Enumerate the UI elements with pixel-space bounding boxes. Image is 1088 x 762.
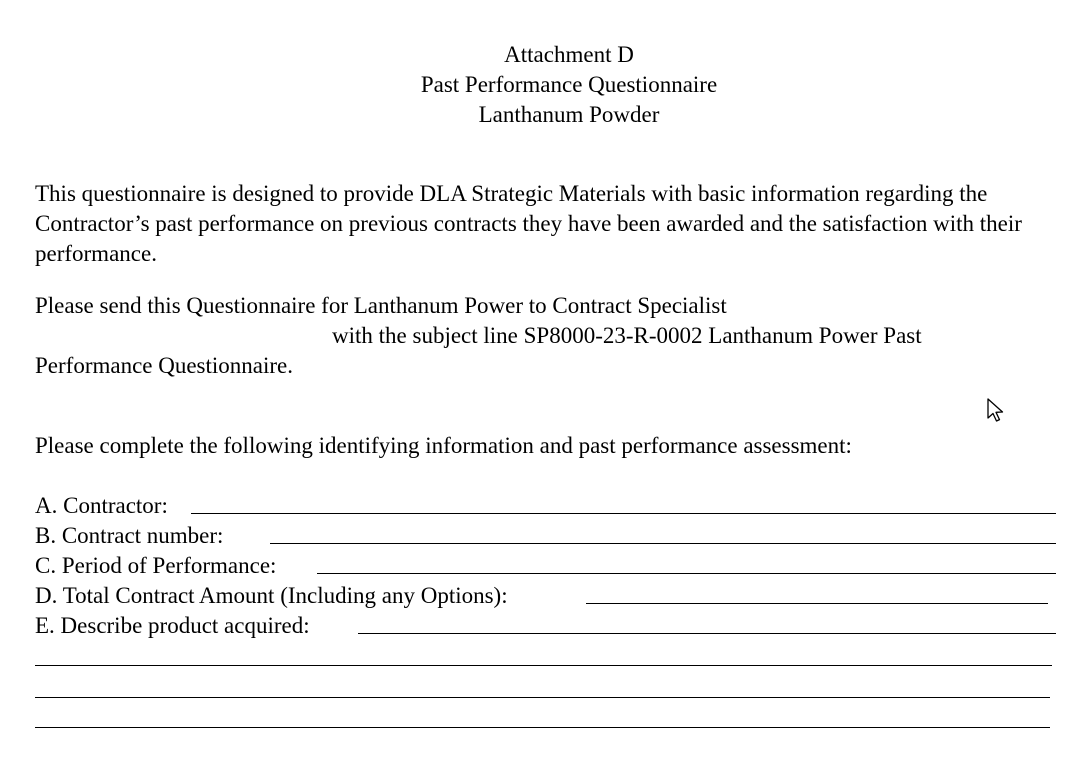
total-amount-field[interactable]	[35, 581, 1057, 611]
contract-number-blank[interactable]	[270, 543, 1056, 544]
send-line-2-text: with the subject line SP8000-23-R-0002 Lanthanum Power Past	[332, 323, 922, 348]
instruction-paragraph: Please complete the following identifying information and past performance assessment:	[35, 433, 852, 458]
mouse-pointer-icon	[986, 398, 1006, 424]
intro-paragraph: This questionnaire is designed to provide DLA Strategic Materials with basic information regarding the Contractor’s past performance on previous contracts they have been awarded and the satisfaction with their performance.	[35, 181, 1022, 266]
period-of-performance-field[interactable]	[35, 551, 1057, 581]
product-field[interactable]	[35, 611, 1057, 641]
contract-number-field[interactable]	[35, 521, 1057, 551]
document-title-block	[0, 40, 1088, 130]
contractor-label: A. Contractor:	[35, 493, 168, 518]
product-continuation-line-3[interactable]	[35, 727, 1050, 728]
questionnaire-heading: Past Performance Questionnaire	[420, 72, 718, 97]
period-blank[interactable]	[317, 573, 1056, 574]
attachment-heading: Attachment D	[504, 42, 634, 67]
total-amount-label: D. Total Contract Amount (Including any Options):	[35, 583, 508, 608]
product-continuation-line-2[interactable]	[35, 697, 1050, 698]
send-line-2	[35, 321, 1045, 351]
product-blank[interactable]	[358, 633, 1056, 634]
send-line-3: Performance Questionnaire.	[35, 353, 294, 378]
contractor-field[interactable]	[35, 491, 1057, 521]
period-label: C. Period of Performance:	[35, 553, 277, 578]
product-label: E. Describe product acquired:	[35, 613, 310, 638]
contractor-blank[interactable]	[191, 513, 1056, 514]
contract-number-label: B. Contract number:	[35, 523, 224, 548]
product-heading: Lanthanum Powder	[478, 102, 660, 127]
send-line-1: Please send this Questionnaire for Lanthanum Power to Contract Specialist	[35, 293, 727, 318]
send-instructions-paragraph	[35, 291, 1045, 381]
total-amount-blank[interactable]	[586, 603, 1048, 604]
product-continuation-line-1[interactable]	[35, 665, 1052, 666]
